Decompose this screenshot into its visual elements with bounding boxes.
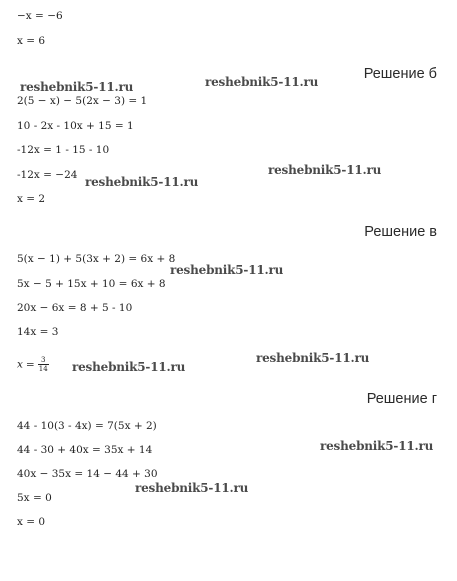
watermark: reshebnik5-11.ru [268, 163, 382, 177]
equation-line: 40x − 35x = 14 − 44 + 30 [17, 468, 158, 480]
watermark: reshebnik5-11.ru [72, 360, 186, 374]
fraction-equals: = [25, 358, 35, 371]
equation-line: 14x = 3 [17, 326, 59, 338]
equation-line: x = 6 [17, 35, 46, 47]
watermark: reshebnik5-11.ru [256, 351, 370, 365]
fraction-numerator: 3 [38, 356, 49, 365]
watermark: reshebnik5-11.ru [205, 75, 319, 89]
equation-line: 10 - 2x - 10x + 15 = 1 [17, 120, 134, 132]
solution-c-heading: Решение в [364, 224, 437, 240]
equation-line: x = 2 [17, 193, 46, 205]
equation-line: 2(5 − x) − 5(2x − 3) = 1 [17, 95, 148, 107]
equation-line: 44 - 30 + 40x = 35x + 14 [17, 444, 153, 456]
equation-line: x = 0 [17, 516, 46, 528]
solution-b-heading: Решение б [363, 66, 437, 82]
equation-line: 20x − 6x = 8 + 5 - 10 [17, 302, 133, 314]
watermark: reshebnik5-11.ru [320, 439, 434, 453]
equation-line: 44 - 10(3 - 4x) = 7(5x + 2) [17, 420, 157, 432]
solution-d-heading: Решение г [366, 391, 437, 407]
fraction-denominator: 14 [38, 365, 48, 373]
equation-line: 5(x − 1) + 5(3x + 2) = 6x + 8 [17, 253, 176, 265]
fraction-lhs: x [17, 358, 23, 371]
equation-line: −x = −6 [17, 10, 63, 22]
equation-line: -12x = −24 [17, 169, 78, 181]
watermark: reshebnik5-11.ru [135, 481, 249, 495]
fraction-result [17, 356, 49, 373]
watermark: reshebnik5-11.ru [85, 175, 199, 189]
equation-line: -12x = 1 - 15 - 10 [17, 144, 110, 156]
equation-line: 5x − 5 + 15x + 10 = 6x + 8 [17, 278, 166, 290]
watermark: reshebnik5-11.ru [170, 263, 284, 277]
equation-line: 5x = 0 [17, 492, 52, 504]
watermark: reshebnik5-11.ru [20, 80, 134, 94]
